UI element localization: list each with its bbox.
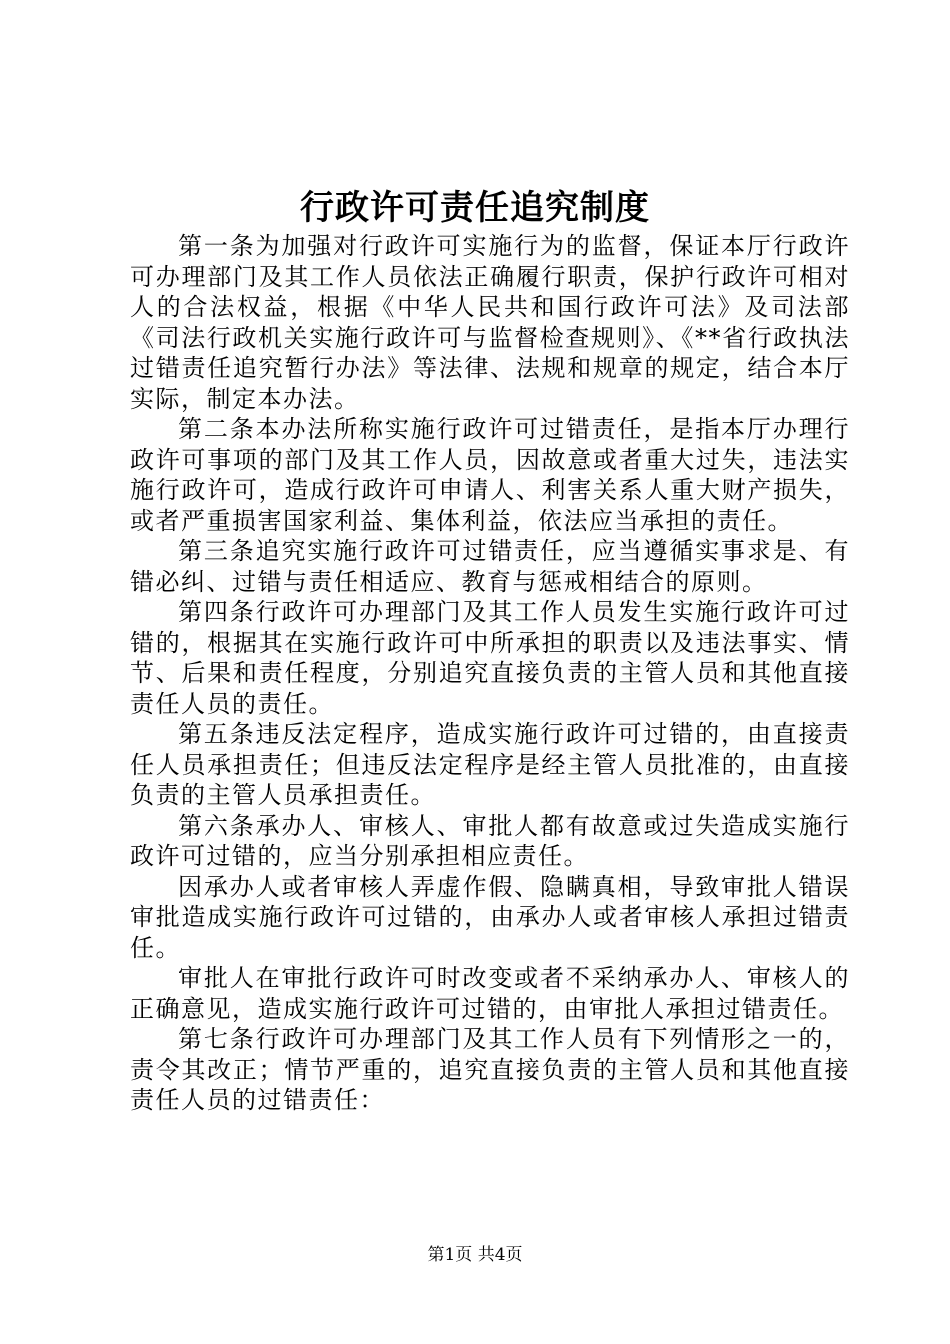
paragraph-article-2: 第二条本办法所称实施行政许可过错责任，是指本厅办理行政许可事项的部门及其工作人员，因故意或者重大过失，违法实施行政许可，造成行政许可申请人、利害关系人重大财产损失，或者严重损害国家利益、集体利益，依法应当承担的责任。 bbox=[130, 415, 850, 535]
paragraph-article-6: 第六条承办人、审核人、审批人都有故意或过失造成实施行政许可过错的，应当分别承担相应责任。 bbox=[130, 811, 850, 870]
page-footer: 第1页 共4页 bbox=[427, 1245, 523, 1265]
document-title: 行政许可责任追究制度 bbox=[300, 188, 650, 228]
document-body bbox=[130, 231, 850, 1116]
paragraph-article-3: 第三条追究实施行政许可过错责任，应当遵循实事求是、有错必纠、过错与责任相适应、教育与惩戒相结合的原则。 bbox=[130, 537, 850, 596]
paragraph-article-7: 第七条行政许可办理部门及其工作人员有下列情形之一的，责令其改正；情节严重的，追究直接负责的主管人员和其他直接责任人员的过错责任： bbox=[130, 1025, 850, 1114]
paragraph-article-1: 第一条为加强对行政许可实施行为的监督，保证本厅行政许可办理部门及其工作人员依法正确履行职责，保护行政许可相对人的合法权益，根据《中华人民共和国行政许可法》及司法部《司法行政机关实施行政许可与监督检查规则》、《**省行政执法过错责任追究暂行办法》等法律、法规和规章的规定，结合本厅实际，制定本办法。 bbox=[130, 232, 850, 413]
paragraph-article-4: 第四条行政许可办理部门及其工作人员发生实施行政许可过错的，根据其在实施行政许可中所承担的职责以及违法事实、情节、后果和责任程度，分别追究直接负责的主管人员和其他直接责任人员的责任。 bbox=[130, 598, 850, 718]
paragraph-article-5: 第五条违反法定程序，造成实施行政许可过错的，由直接责任人员承担责任；但违反法定程序是经主管人员批准的，由直接负责的主管人员承担责任。 bbox=[130, 720, 850, 809]
paragraph-article-6-clause-3: 审批人在审批行政许可时改变或者不采纳承办人、审核人的正确意见，造成实施行政许可过错的，由审批人承担过错责任。 bbox=[130, 964, 850, 1023]
paragraph-article-6-clause-2: 因承办人或者审核人弄虚作假、隐瞒真相，导致审批人错误审批造成实施行政许可过错的，由承办人或者审核人承担过错责任。 bbox=[130, 872, 850, 962]
